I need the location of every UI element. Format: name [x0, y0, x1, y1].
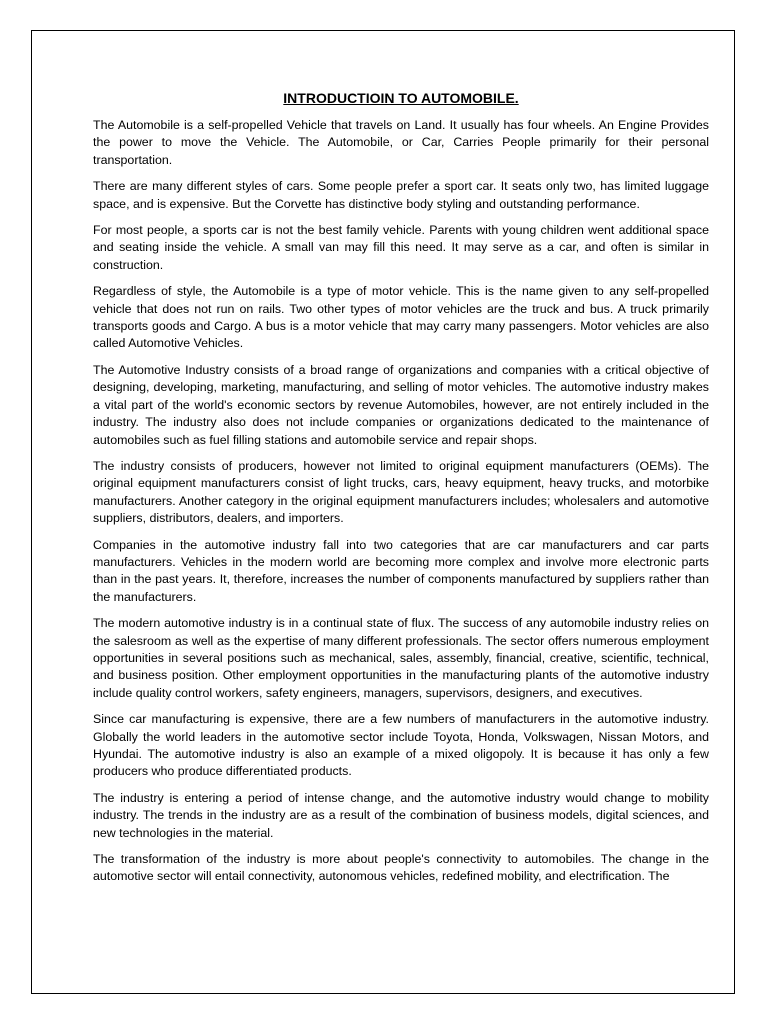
- paragraph-7: Companies in the automotive industry fall into two categories that are car manufacturers and car parts manufacturers. Vehicles in the modern world are becoming more complex and involve more electronic parts than in the past years. It, therefore, increases the number of components manufactured by suppliers rather than the manufacturers.: [93, 537, 709, 604]
- paragraph-2: There are many different styles of cars. Some people prefer a sport car. It seats only two, has limited luggage space, and is expensive. But the Corvette has distinctive body styling and outstanding performance.: [93, 179, 709, 211]
- paragraph-8: The modern automotive industry is in a continual state of flux. The success of any automobile industry relies on the salesroom as well as the expertise of many different professionals. The sector offers numerous employment opportunities in several positions such as mechanical, sales, assembly, financial, creative, scientific, technical, and business position. Other employment opportunities in the manufacturing plants of the automotive industry include quality control workers, safety engineers, managers, supervisors, designers, and executives.: [93, 616, 709, 700]
- document-title: INTRODUCTIOIN TO AUTOMOBILE.: [283, 90, 519, 106]
- paragraph-3: For most people, a sports car is not the best family vehicle. Parents with young children went additional space and seating inside the vehicle. A small van may fill this need. It may serve as a car, and often is similar in construction.: [93, 223, 709, 272]
- paragraph-6: The industry consists of producers, however not limited to original equipment manufacturers (OEMs). The original equipment manufacturers consist of light trucks, cars, heavy equipment, heavy trucks, and motorbike manufacturers. Another category in the original equipment manufacturers includes; wholesalers and automotive suppliers, distributors, dealers, and importers.: [93, 458, 709, 526]
- paragraph-9: Since car manufacturing is expensive, there are a few numbers of manufacturers in the automotive industry. Globally the world leaders in the automotive sector include Toyota, Honda, Volkswagen, Nissan Motors, and Hyundai. The automotive industry is also an example of a mixed oligopoly. It is because it has only a few producers who produce differentiated products.: [93, 712, 709, 779]
- paragraph-4: Regardless of style, the Automobile is a type of motor vehicle. This is the name given to any self-propelled vehicle that does not run on rails. Two other types of motor vehicles are the truck and bus. A truck primarily transports goods and Cargo. A bus is a motor vehicle that may carry many passengers. Motor vehicles are also called Automotive Vehicles.: [93, 284, 709, 351]
- paragraph-1: The Automobile is a self-propelled Vehicle that travels on Land. It usually has four wheels. An Engine Provides the power to move the Vehicle. The Automobile, or Car, Carries People primarily for their personal transportation.: [93, 118, 709, 167]
- document-body: [93, 88, 709, 895]
- paragraph-10: The industry is entering a period of intense change, and the automotive industry would change to mobility industry. The trends in the industry are as a result of the combination of business models, digital sciences, and new technologies in the material.: [93, 790, 709, 840]
- paragraph-5: The Automotive Industry consists of a broad range of organizations and companies with a critical objective of designing, developing, marketing, manufacturing, and selling of motor vehicles. The automotive industry makes a vital part of the world's economic sectors by revenue Automobiles, however, are not entirely included in the industry. The industry also does not include companies or organizations dedicated to the maintenance of automobiles such as fuel filling stations and automobile service and repair shops.: [93, 362, 709, 447]
- paragraph-11: The transformation of the industry is more about people's connectivity to automobiles. The change in the automotive sector will entail connectivity, autonomous vehicles, redefined mobility, and electrification. The: [93, 852, 709, 884]
